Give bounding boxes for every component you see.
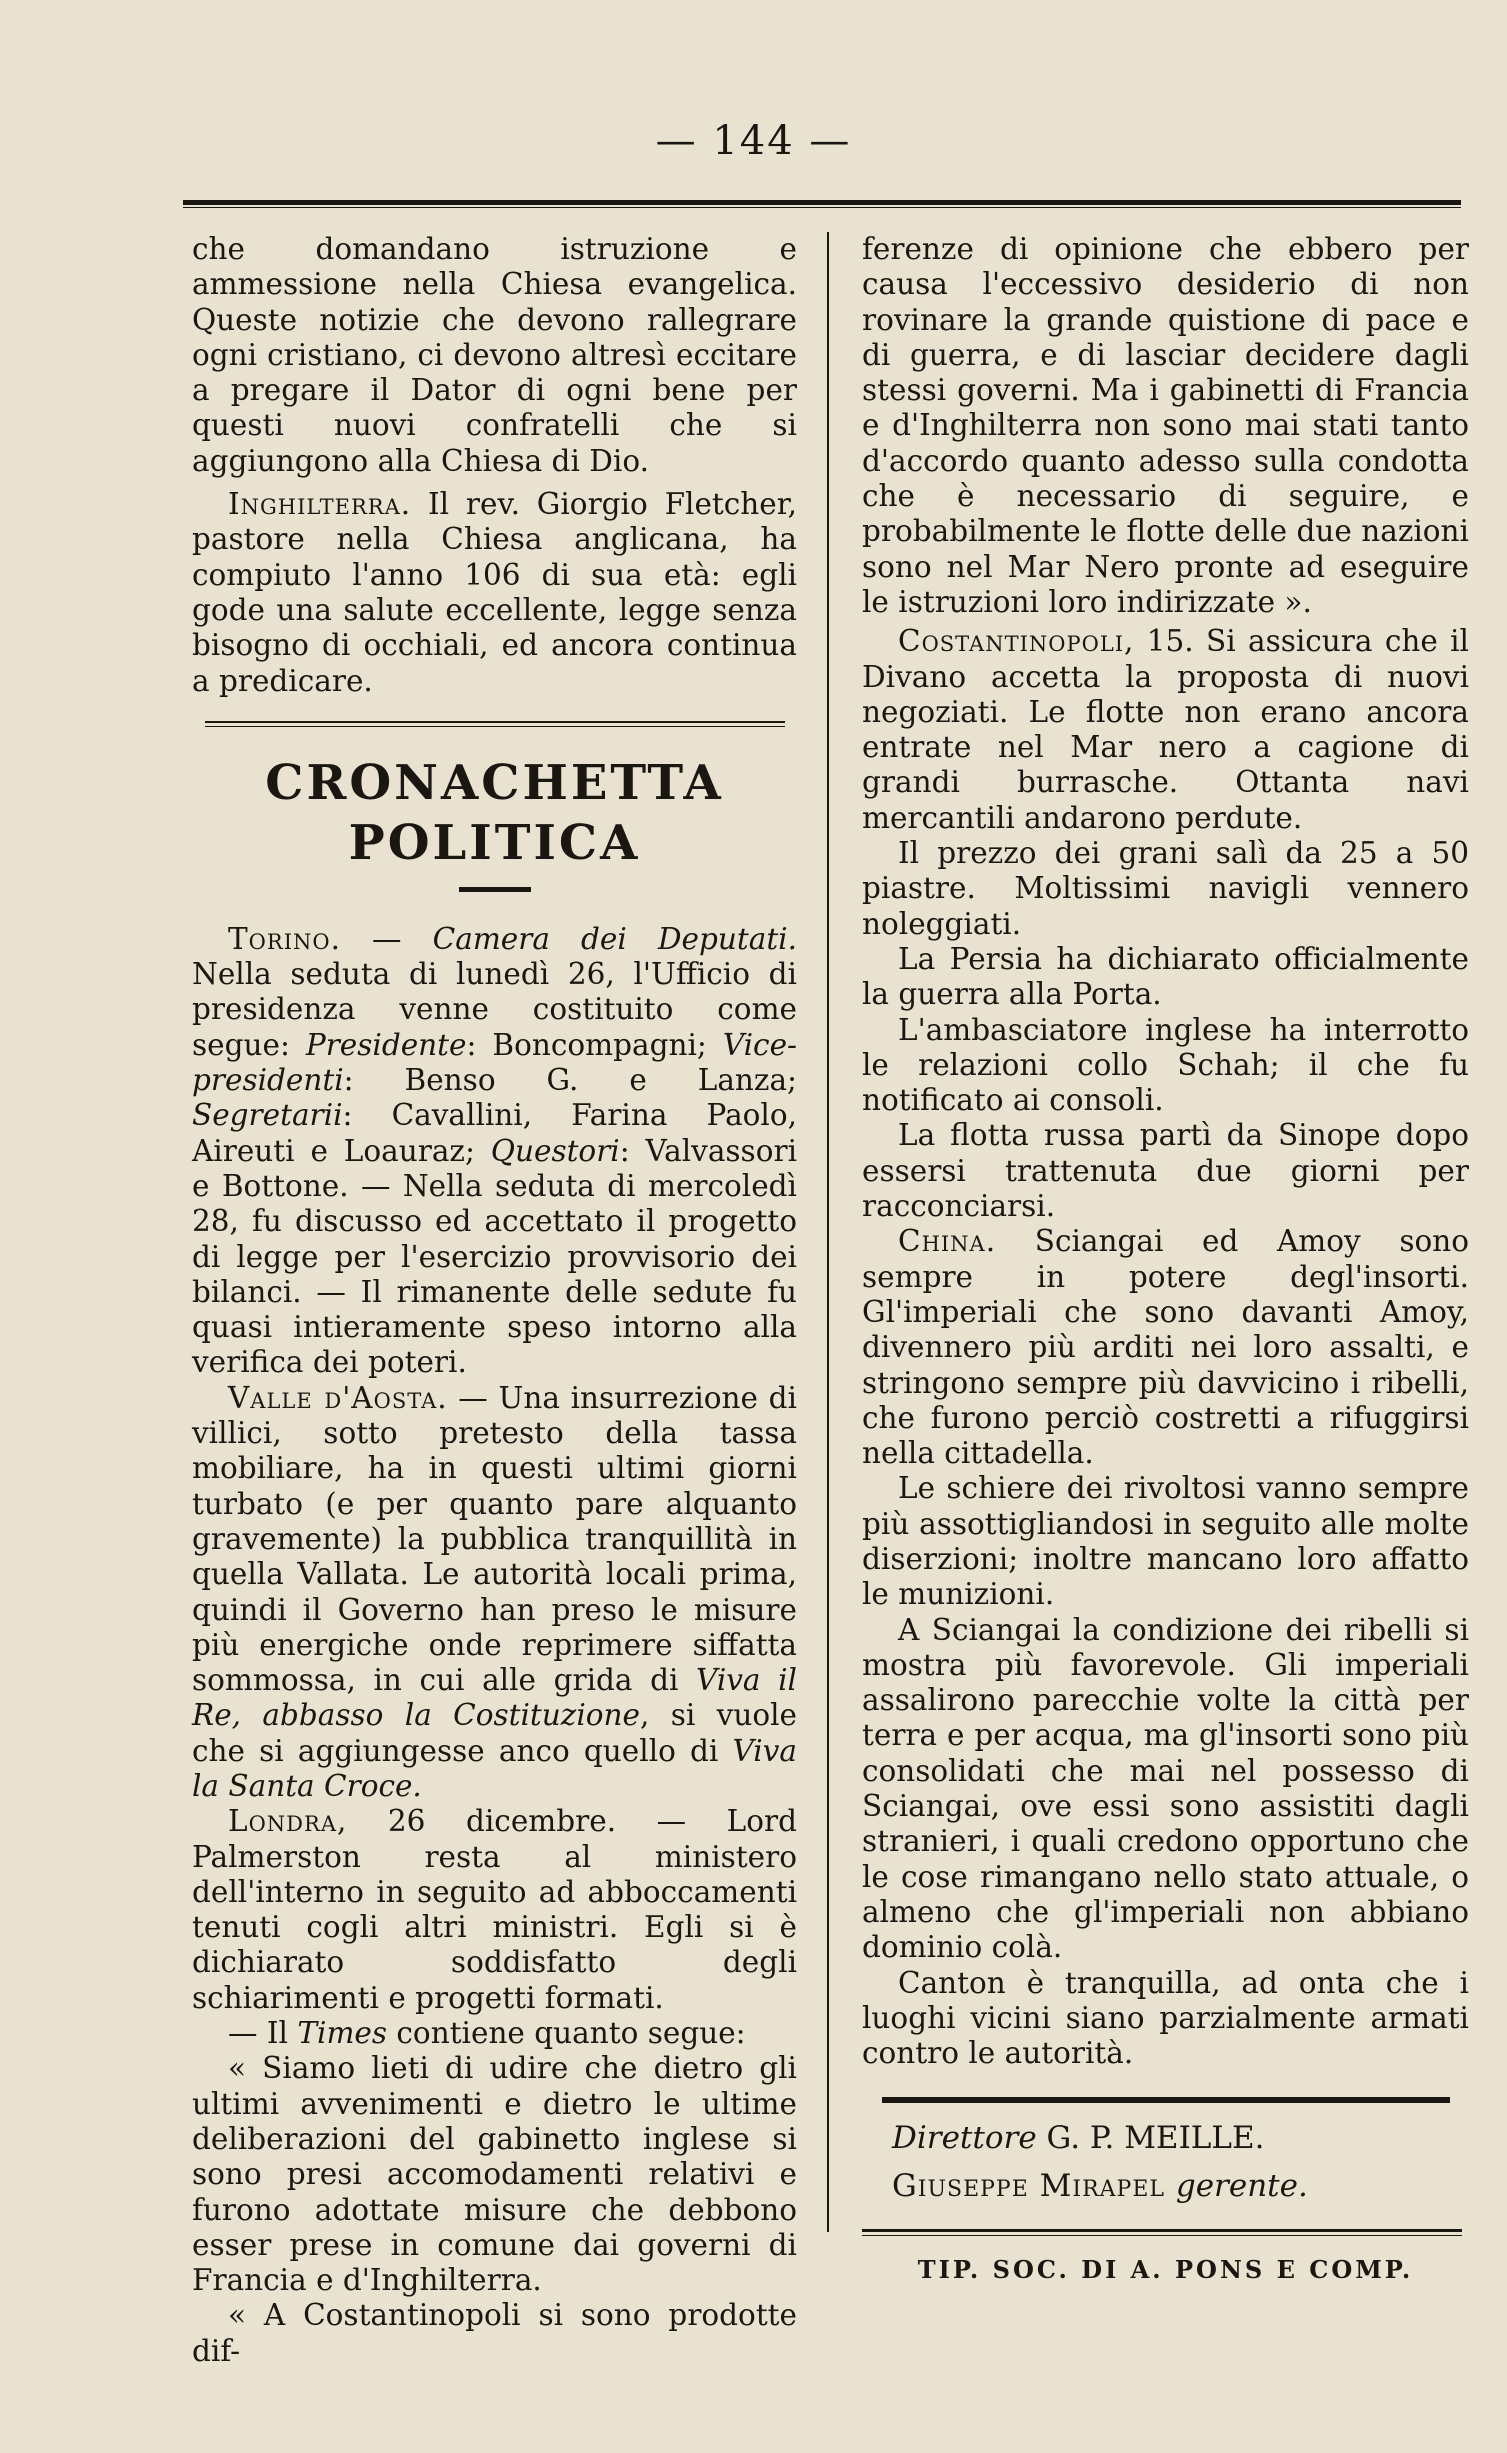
news-paragraph: La flotta russa partì da Sinope dopo essersi trattenuta due giorni per racconciarsi. <box>862 1118 1469 1224</box>
news-paragraph: Canton è tranquilla, ad onta che i luoghi vicini siano parzialmente armati contro le autorità. <box>862 1965 1469 2071</box>
dateline-costantinopoli: Costantinopoli, <box>898 624 1135 659</box>
paragraph-continuation: che domandano istruzione e ammessione nella Chiesa evangelica. Queste notizie che devono rallegrare ogni cristiano, ci devono altresì eccitare a pregare il Dator di ogni bene per questi nuovi confratelli che si aggiungono alla Chiesa di Dio. <box>192 232 797 478</box>
gerente-name: Giuseppe Mirapel <box>892 2168 1176 2205</box>
dateline-valle-daosta: Valle d'Aosta. <box>228 1380 448 1415</box>
right-column <box>862 232 1469 2288</box>
news-item-londra <box>192 1804 797 2016</box>
dateline-londra: Londra, <box>228 1804 348 1839</box>
news-text: 26 dicembre. — Lord Palmerston resta al ministero dell'interno in seguito ad abboccamenti tenuti cogli altri ministri. Egli si è dichiarato soddisfatto degli schiarimenti e progetti formati. <box>192 1804 797 2015</box>
news-item-torino <box>192 922 797 1381</box>
news-text: Il rev. Giorgio Fletcher, pastore nella Chiesa anglicana, ha compiuto l'anno 106 di sua età: egli gode una salute eccellente, legge senza bisogno di occhiali, ed ancora continua a predicare. <box>192 487 797 698</box>
closing-rule <box>882 2097 1450 2103</box>
news-text: : Valvassori e Bottone. — Nella seduta di mercoledì 28, fu discusso ed accettato il progetto di legge per l'esercizio provvisorio dei bilanci. — Il rimanente delle sedute fu quasi intieramente speso intorno alla verifica dei poteri. <box>192 1133 797 1380</box>
gerente-line <box>862 2165 1469 2207</box>
header-rule <box>183 200 1461 208</box>
dateline-torino: Torino. <box>228 921 341 956</box>
gerente-label: gerente. <box>1175 2168 1308 2205</box>
quotation-paragraph: « Siamo lieti di udire che dietro gli ultimi avvenimenti e dietro le ultime deliberazioni del gabinetto inglese si sono presi accomodamenti relativi e furono adottate misure che debbono esser prese in comune dai governi di Francia e d'Inghilterra. <box>192 2051 797 2298</box>
news-item-costantinopoli <box>862 624 1469 836</box>
news-text: : Benso G. e Lanza; <box>343 1063 797 1098</box>
role-label: Vice-presidenti <box>192 1027 797 1098</box>
role-label: Questori <box>490 1133 620 1168</box>
newspaper-name: Times <box>297 2016 388 2051</box>
direttore-label: Direttore <box>892 2120 1037 2157</box>
news-text: Sciangai ed Amoy sono sempre in potere degl'insorti. Gl'imperiali che sono davanti Amoy, divennero più arditi nei loro assalti, e stringono sempre più davvicino i ribelli, che furono perciò costretti a rifuggirsi nella cittadella. <box>862 1224 1469 1471</box>
role-label: Presidente <box>305 1027 467 1062</box>
news-text: : Boncompagni; <box>466 1027 723 1062</box>
news-item-valle-daosta <box>192 1381 797 1805</box>
paragraph-continuation: ferenze di opinione che ebbero per causa l'eccessivo desiderio di non rovinare la grande quistione di pace e di guerra, e di lasciar decidere dagli stessi governi. Ma i gabinetti di Francia e d'Inghilterra non sono mai stati tanto d'accordo quanto adesso sulla condotta che è necessario di seguire, e probabilmente le flotte delle due nazioni sono nel Mar Nero pronte ad eseguire le istruzioni loro indirizzate ». <box>862 232 1469 619</box>
section-title: CRONACHETTA POLITICA <box>265 754 724 871</box>
news-item-times <box>192 2016 797 2051</box>
section-divider <box>205 721 785 727</box>
dateline-inghilterra: Inghilterra. <box>228 487 412 522</box>
news-text: — Una insurrezione di villici, sotto pretesto della tassa mobiliare, ha in questi ultimi giorni turbato (e per quanto pare alquanto gravemente) la pubblica tranquillità in quella Vallata. Le autorità locali prima, quindi il Governo han preso le misure più energiche onde reprimere siffatta sommossa, in cui alle grida di <box>192 1380 797 1698</box>
news-text: contiene quanto segue: <box>387 2016 746 2051</box>
column-divider <box>827 232 829 2232</box>
news-text: — Il <box>228 2016 298 2051</box>
news-item-inghilterra <box>192 487 797 699</box>
news-paragraph: Le schiere dei rivoltosi vanno sempre più assottigliandosi in seguito alle molte diserzioni; inoltre mancano loro affatto le munizioni. <box>862 1471 1469 1612</box>
imprint <box>862 2117 1469 2207</box>
quoted-cry: Viva la Santa Croce. <box>192 1733 797 1803</box>
news-text: : Cavallini, Farina Paolo, Aireuti e Loauraz; <box>192 1098 797 1168</box>
left-column <box>192 232 797 2369</box>
news-item-china <box>862 1224 1469 1471</box>
page-number: — 144 — <box>655 118 852 164</box>
direttore-line <box>862 2117 1469 2159</box>
news-paragraph: La Persia ha dichiarato officialmente la guerra alla Porta. <box>862 941 1469 1012</box>
news-text: , si vuole che si aggiungesse anco quello di <box>192 1698 797 1768</box>
role-label: Segretarii <box>192 1098 343 1133</box>
news-paragraph: L'ambasciatore inglese ha interrotto le relazioni collo Schah; il che fu notificato ai consoli. <box>862 1012 1469 1118</box>
news-paragraph: Il prezzo dei grani salì da 25 a 50 piastre. Moltissimi navigli vennero noleggiati. <box>862 836 1469 941</box>
quoted-cry: Viva il Re, abbasso la Costituzione <box>192 1663 797 1733</box>
printer-line: TIP. SOC. DI A. PONS E COMP. <box>917 2255 1414 2285</box>
news-text: 15. Si assicura che il Divano accetta la proposta di nuovi negoziati. Le flotte non erano ancora entrate nel Mar nero a cagione di grandi burrasche. Ottanta navi mercantili andarono perdute. <box>862 624 1469 835</box>
section-title-underline <box>459 887 531 892</box>
direttore-name: G. P. MEILLE. <box>1036 2120 1265 2157</box>
subheading-camera: Camera dei Deputati. <box>432 921 797 956</box>
news-paragraph: A Sciangai la condizione dei ribelli si mostra più favorevole. Gli imperiali assalirono parecchie volte la città per terra e per acqua, ma gl'insorti sono più consolidati che mai nel possesso di Sciangai, ove essi sono assistiti dagli stranieri, i quali credono opportuno che le cose rimangano nello stato attuale, o almeno che gl'imperiali non abbiano dominio colà. <box>862 1612 1469 1965</box>
dash: — <box>340 921 433 956</box>
quotation-paragraph: « A Costantinopoli si sono prodotte dif- <box>192 2298 797 2368</box>
news-text: Nella seduta di lunedì 26, l'Ufficio di presidenza venne costituito come segue: <box>192 957 797 1062</box>
imprint-rule <box>862 2229 1462 2236</box>
dateline-china: China. <box>898 1224 997 1259</box>
